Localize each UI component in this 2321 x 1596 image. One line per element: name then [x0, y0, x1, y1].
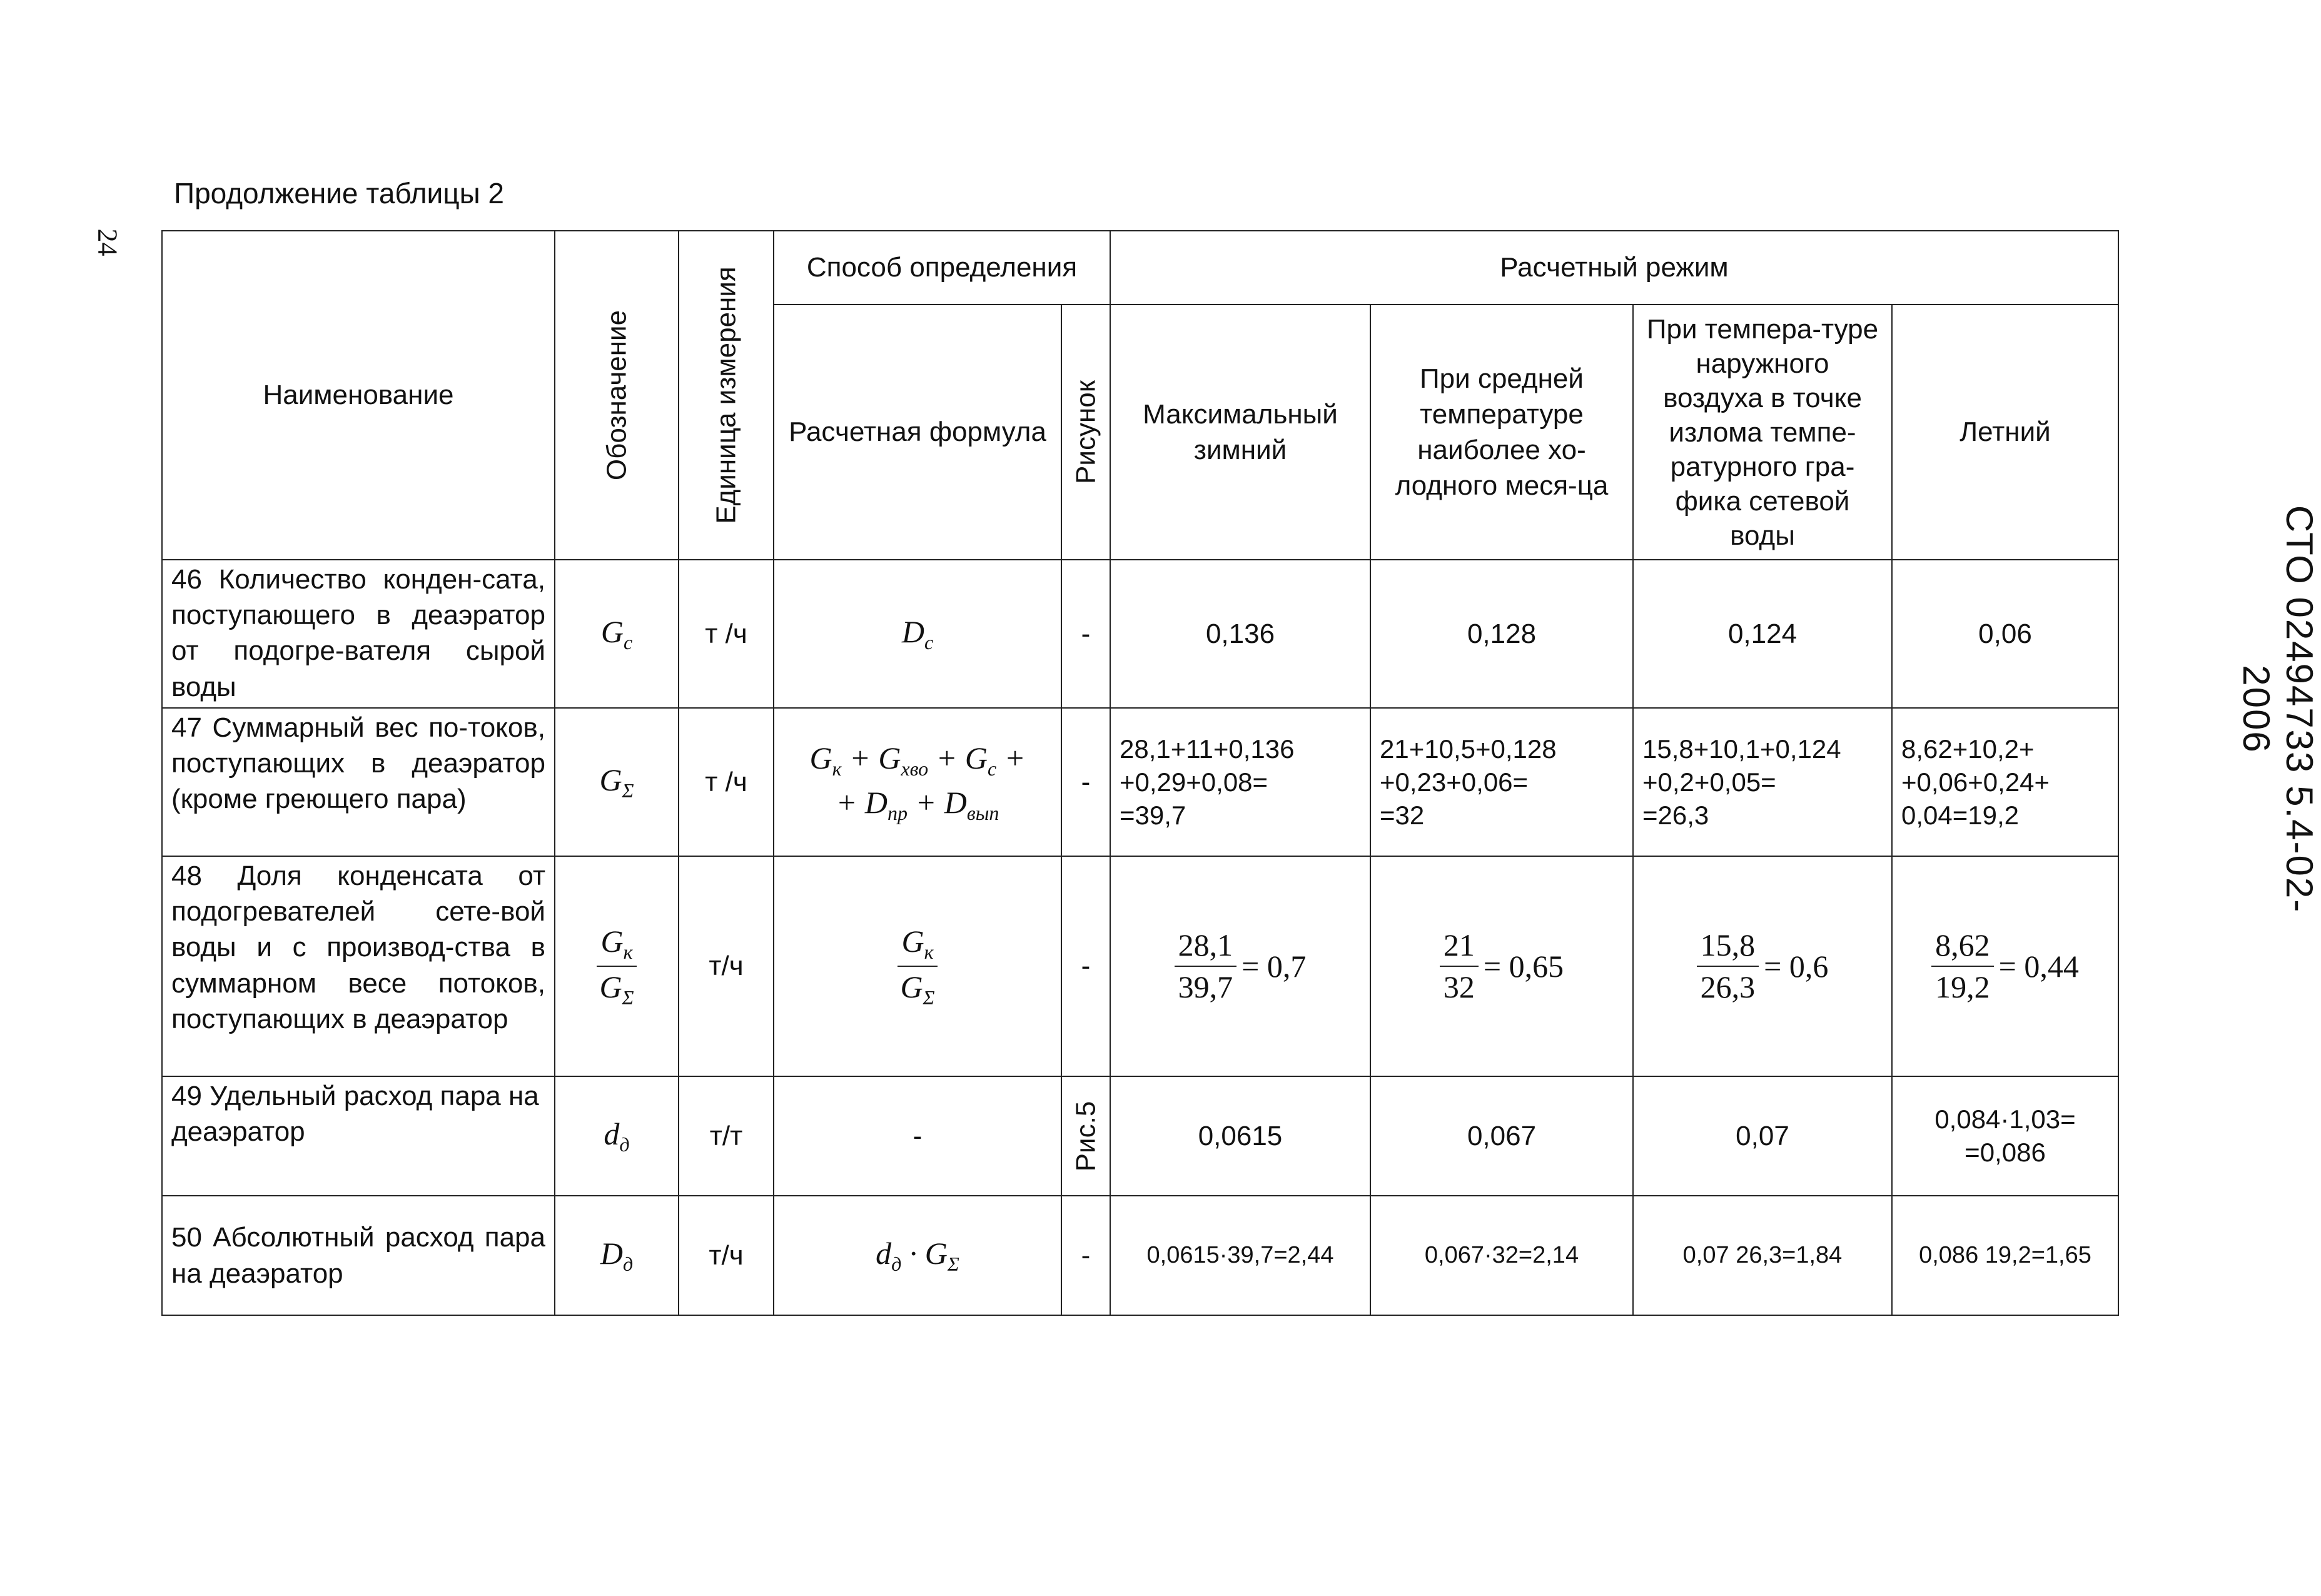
row-symbol: $d_д$ [555, 1076, 679, 1196]
row-summer: 0,084·1,03= =0,086 [1892, 1076, 2118, 1196]
row-break-point: $\frac{15,8}{26,3}$ = 0,6 [1633, 856, 1892, 1076]
header-coldest-month: При средней температуре наиболее хо-лодного меся-ца [1370, 305, 1633, 560]
row-max-winter: 28,1+11+0,136 +0,29+0,08= =39,7 [1110, 708, 1370, 856]
calculation-table [161, 230, 2119, 1316]
row-formula: - [774, 1076, 1061, 1196]
row-break-point: 0,124 [1633, 560, 1892, 708]
row-summer: 8,62+10,2+ +0,06+0,24+ 0,04=19,2 [1892, 708, 2118, 856]
row-formula: $d_д \cdot G_\Sigma$ [774, 1196, 1061, 1315]
row-max-winter: $\frac{28,1}{39,7}$ = 0,7 [1110, 856, 1370, 1076]
header-designation: Обозначение [555, 231, 679, 560]
row-summer: 0,086 19,2=1,65 [1892, 1196, 2118, 1315]
table-row [162, 1076, 2118, 1196]
row-symbol: $D_д$ [555, 1196, 679, 1315]
row-unit: т/ч [679, 1196, 774, 1315]
row-coldest-month: $\frac{21}{32}$ = 0,65 [1370, 856, 1633, 1076]
row-break-point: 15,8+10,1+0,124 +0,2+0,05= =26,3 [1633, 708, 1892, 856]
row-unit: т /ч [679, 560, 774, 708]
row-max-winter: 0,0615·39,7=2,44 [1110, 1196, 1370, 1315]
row-symbol: $G_c$ [555, 560, 679, 708]
table-row [162, 560, 2118, 708]
document-code: СТО 02494733 5.4-02-2006 [2235, 505, 2320, 914]
table-caption: Продолжение таблицы 2 [174, 177, 505, 210]
row-summer: 0,06 [1892, 560, 2118, 708]
header-formula: Расчетная формула [774, 305, 1061, 560]
row-coldest-month: 0,067 [1370, 1076, 1633, 1196]
header-break-point: При темпера-туре наружного воздуха в точке излома темпе-ратурного гра-фика сетевой воды [1633, 305, 1892, 560]
row-name: 47 Суммарный вес по-токов, поступающих в деаэратор (кроме греющего пара) [162, 708, 555, 856]
row-max-winter: 0,136 [1110, 560, 1370, 708]
header-summer: Летний [1892, 305, 2118, 560]
table-row [162, 1196, 2118, 1315]
row-formula: $D_c$ [774, 560, 1061, 708]
row-break-point: 0,07 26,3=1,84 [1633, 1196, 1892, 1315]
row-symbol: $G_\Sigma$ [555, 708, 679, 856]
header-max-winter: Максимальный зимний [1110, 305, 1370, 560]
row-name: 48 Доля конденсата от подогревателей сете-вой воды и с производ-ства в суммарном весе потоков, поступающих в деаэратор [162, 856, 555, 1076]
row-unit: т /ч [679, 708, 774, 856]
row-summer: $\frac{8,62}{19,2}$ = 0,44 [1892, 856, 2118, 1076]
row-unit: т/ч [679, 856, 774, 1076]
row-unit: т/т [679, 1076, 774, 1196]
header-method: Способ определения [774, 231, 1110, 305]
row-symbol: $\frac{G_к}{G_\Sigma}$ [555, 856, 679, 1076]
row-break-point: 0,07 [1633, 1076, 1892, 1196]
row-figure: Рис.5 [1061, 1076, 1110, 1196]
header-row-1 [162, 231, 2118, 305]
table-row [162, 856, 2118, 1076]
row-name: 50 Абсолютный расход пара на деаэратор [162, 1196, 555, 1315]
row-formula: $G_к + G_{хво} + G_c$ + + $D_{пр} + D_{вып}$ [774, 708, 1061, 856]
row-coldest-month: 21+10,5+0,128 +0,23+0,06= =32 [1370, 708, 1633, 856]
page-number: 24 [92, 228, 123, 256]
row-figure: - [1061, 856, 1110, 1076]
header-mode: Расчетный режим [1110, 231, 2118, 305]
row-figure: - [1061, 560, 1110, 708]
row-name: 46 Количество конден-сата, поступающего в деаэратор от подогре-вателя сырой воды [162, 560, 555, 708]
header-name: Наименование [162, 231, 555, 560]
row-formula: $\frac{G_к}{G_\Sigma}$ [774, 856, 1061, 1076]
header-unit: Единица измерения [679, 231, 774, 560]
row-coldest-month: 0,067·32=2,14 [1370, 1196, 1633, 1315]
row-figure: - [1061, 708, 1110, 856]
table-row [162, 708, 2118, 856]
row-max-winter: 0,0615 [1110, 1076, 1370, 1196]
row-coldest-month: 0,128 [1370, 560, 1633, 708]
header-figure: Рисунок [1061, 305, 1110, 560]
row-name: 49 Удельный расход пара на деаэратор [162, 1076, 555, 1196]
row-figure: - [1061, 1196, 1110, 1315]
